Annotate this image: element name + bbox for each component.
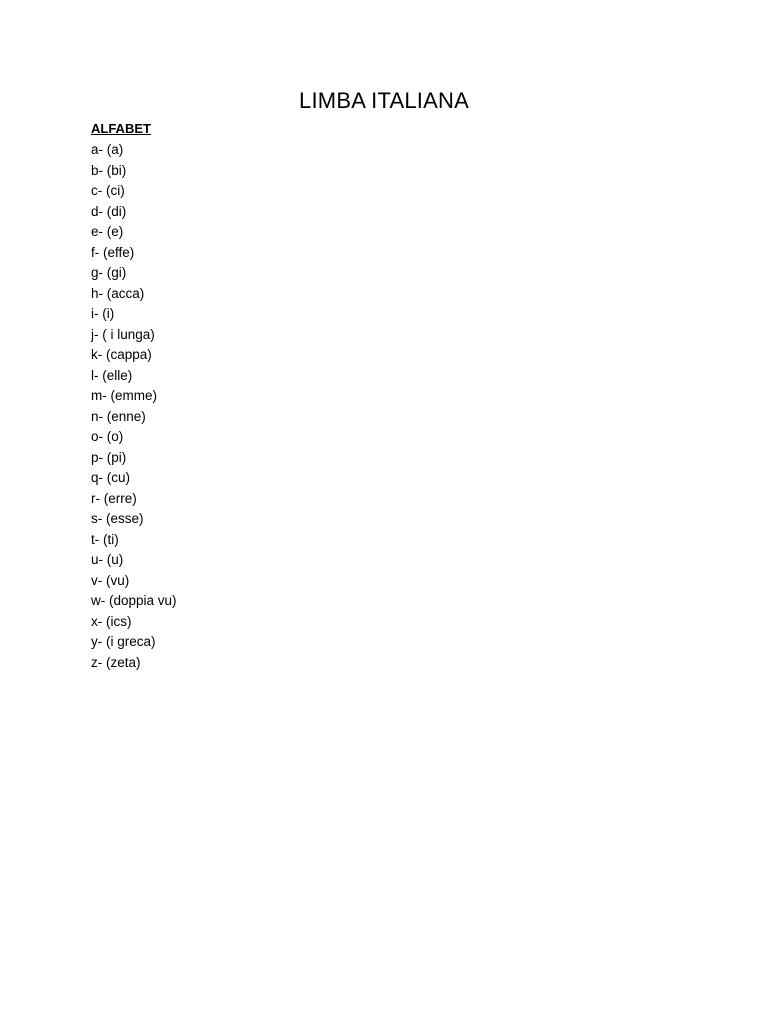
list-item: i- (i) <box>91 306 115 321</box>
list-item: t- (ti) <box>91 531 119 547</box>
list-item: k- (cappa) <box>91 347 152 362</box>
list-item: p- (pi) <box>91 449 127 465</box>
list-item: x- (ics) <box>91 613 132 629</box>
list-item: z- (zeta) <box>91 654 141 670</box>
list-item: u- (u) <box>91 552 124 567</box>
list-item: a- (a) <box>91 142 124 157</box>
list-item: m- (emme) <box>91 388 157 403</box>
list-item: w- (doppia vu) <box>91 593 177 608</box>
list-item: h- (acca) <box>91 285 145 301</box>
list-item: j- ( i lunga) <box>91 326 155 342</box>
list-item: c- (ci) <box>91 183 125 198</box>
list-item: s- (esse) <box>91 511 144 526</box>
list-item: l- (elle) <box>91 367 133 383</box>
list-item: d- (di) <box>91 203 127 219</box>
list-item: q- (cu) <box>91 470 131 485</box>
page-title: LIMBA ITALIANA <box>299 88 469 113</box>
list-item: b- (bi) <box>91 162 127 178</box>
list-item: y- (i greca) <box>91 634 156 649</box>
list-item: g- (gi) <box>91 265 127 280</box>
list-item: o- (o) <box>91 429 124 444</box>
list-item: v- (vu) <box>91 572 130 588</box>
list-item: r- (erre) <box>91 490 137 506</box>
section-heading-alfabet: ALFABET <box>91 121 151 136</box>
list-item: e- (e) <box>91 224 124 239</box>
list-item: f- (effe) <box>91 244 135 260</box>
alphabet-list <box>91 140 177 673</box>
list-item: n- (enne) <box>91 408 146 424</box>
